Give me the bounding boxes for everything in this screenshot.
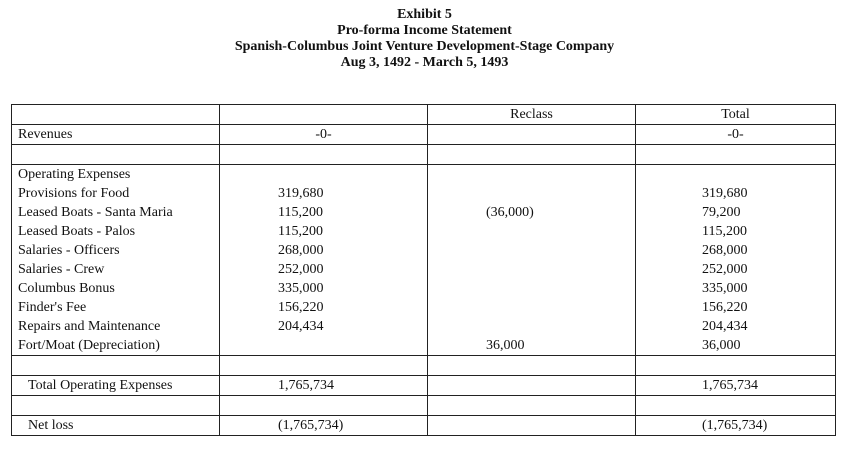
operating-expenses-heading-row (12, 165, 836, 185)
net-loss-total: (1,765,734) (636, 416, 836, 436)
spacer-row (12, 145, 836, 165)
table-row: Provisions for Food 319,680 319,680 (12, 184, 836, 203)
total-header: Total (636, 105, 836, 125)
period: Aug 3, 1492 - March 5, 1493 (340, 55, 509, 70)
table-row: Fort/Moat (Depreciation) 36,000 36,000 (12, 336, 836, 356)
table-row: Salaries - Crew 252,000 252,000 (12, 260, 836, 279)
statement-title: Pro-forma Income Statement (337, 23, 512, 38)
operating-expenses-heading: Operating Expenses (12, 165, 220, 185)
table-row: Repairs and Maintenance 204,434 204,434 (12, 317, 836, 336)
revenues-amount: -0- (220, 125, 428, 145)
exhibit-header (0, 0, 849, 71)
total-operating-expenses-row (12, 376, 836, 396)
revenues-row (12, 125, 836, 145)
total-operating-amount: 1,765,734 (220, 376, 428, 396)
exhibit-number: Exhibit 5 (397, 7, 452, 22)
income-statement-table (11, 104, 836, 436)
total-operating-label: Total Operating Expenses (12, 376, 220, 396)
reclass-header: Reclass (428, 105, 636, 125)
table-row: Leased Boats - Santa Maria 115,200 (36,000) 79,200 (12, 203, 836, 222)
company-name: Spanish-Columbus Joint Venture Development-Stage Company (234, 39, 615, 54)
spacer-row (12, 396, 836, 416)
table-row: Columbus Bonus 335,000 335,000 (12, 279, 836, 298)
net-loss-row (12, 416, 836, 436)
net-loss-label: Net loss (12, 416, 220, 436)
revenues-label: Revenues (12, 125, 220, 145)
revenues-total: -0- (636, 125, 836, 145)
column-header-row (12, 105, 836, 125)
table-row: Leased Boats - Palos 115,200 115,200 (12, 222, 836, 241)
table-row: Salaries - Officers 268,000 268,000 (12, 241, 836, 260)
spacer-row (12, 356, 836, 376)
total-operating-total: 1,765,734 (636, 376, 836, 396)
net-loss-amount: (1,765,734) (220, 416, 428, 436)
table-row: Finder's Fee 156,220 156,220 (12, 298, 836, 317)
